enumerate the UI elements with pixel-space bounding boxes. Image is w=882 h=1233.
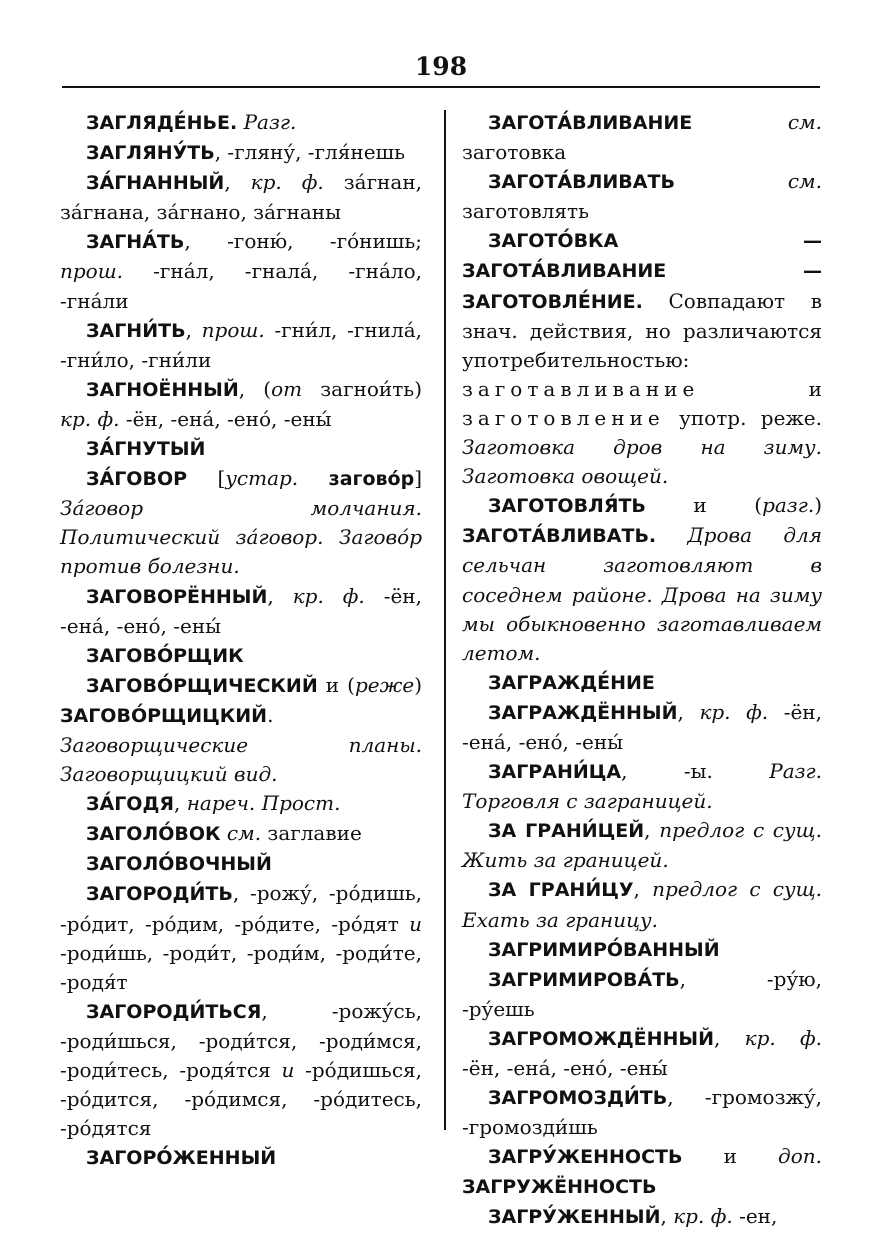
entry-text: заготовка [462,140,567,165]
entry-headword: ЗАГОРО́ЖЕННЫЙ [86,1147,277,1170]
entry-text: ] [414,466,422,491]
entry-italic: предлог с сущ. Ехать за границу. [462,877,822,932]
entry-text: -гна́л, -гнала́, -гна́ло, -гна́ли [60,259,422,313]
entry-text: , -ы. [621,759,770,784]
entry-headword: ЗАГОЛО́ВОЧНЫЙ [86,853,272,876]
entry-text: -гни́л, -гнила́, -гни́ло, -гни́ли [60,317,422,372]
entry-italic: и [281,1058,295,1082]
dictionary-entry [462,1083,822,1142]
entry-text: заготовлять [462,199,589,224]
entry-text [298,466,328,490]
dictionary-entry [462,965,822,1024]
dictionary-entry [60,375,422,434]
dictionary-entry [60,316,422,375]
entry-headword: ЗАГОТОВЛЯ́ТЬ [488,495,646,518]
entry-italic: Разг. Торговля с заграницей. [462,759,822,814]
entry-italic: см. [226,821,262,846]
entry-italic: кр. ф. [60,406,120,431]
page-number: 198 [414,52,468,81]
dictionary-entry [60,879,422,996]
entry-text: -ён, -ена́, -ено́, -ены́ [462,699,822,754]
header-rule [62,86,820,88]
entry-headword: ЗАГРАНИ́ЦА [488,761,622,784]
dictionary-entry [462,108,822,167]
entry-italic: и [409,911,422,936]
entry-text: и [699,376,822,401]
dictionary-entry [462,1202,822,1232]
dictionary-entry [60,671,422,789]
entry-text: -ён, -ена́, -ено́, -ены́ [462,1056,668,1080]
entry-text [692,110,788,134]
entry-text: , [660,1204,674,1229]
entry-headword: ЗАГЛЯДЕ́НЬЕ. [86,112,238,134]
entry-italic: реже [354,672,415,697]
entry-italic: кр. ф. [673,1204,733,1229]
entry-italic: прош. [201,317,265,342]
entry-italic: Дрова для сельчан заготовляют в соседнем районе. Дрова на зиму мы обыкновенно заготавливаем летом. [462,523,822,665]
dictionary-entry [60,227,422,315]
entry-text: , [224,170,251,195]
dictionary-entry [462,491,822,668]
entry-headword: ЗА ГРАНИ́ЦЕЙ [488,820,645,843]
entry-headword: ЗА́ГНУТЫЙ [86,438,206,461]
entry-text [675,169,788,193]
entry-headword: ЗА́ГОВОР [86,468,188,491]
entry-text: загнои́ть) [302,376,422,401]
entry-text: -ён, -ена́, -ено́, -ены́ [60,583,422,638]
column-divider [444,110,446,1130]
dictionary-entry [60,789,422,819]
entry-headword: ЗАГРОМОЗДИ́ТЬ [488,1087,668,1110]
entry-text: , [677,699,700,724]
dictionary-entry [462,698,822,757]
dictionary-entry [462,167,822,226]
dictionary-entry [462,1142,822,1202]
entry-text: ) [414,672,422,697]
entry-headword: ЗАГОТО́ВКА — ЗАГОТА́ВЛИВАНИЕ — ЗАГОТОВЛЕ́НИЕ. [462,230,822,313]
entry-text: ) [814,493,822,518]
entry-italic: прош. [60,259,124,284]
entry-headword: ЗА ГРАНИ́ЦУ [488,879,634,902]
entry-text: -ен, [732,1204,778,1229]
entry-headword: ЗАГНИ́ТЬ [86,319,186,342]
entry-text: . [267,702,274,727]
dictionary-entry [60,997,422,1143]
entry-italic: нареч. Прост. [186,791,341,816]
dictionary-entry [60,434,422,464]
entry-headword: ЗАГРУ́ЖЕННЫЙ [488,1206,661,1229]
entry-headword: ЗАГОРОДИ́ТЬ [86,883,233,906]
entry-headword: ЗАГОВО́РЩИЦКИЙ [60,704,268,727]
dictionary-entry [60,641,422,671]
entry-headword: ЗАГРУ́ЖЕННОСТЬ [488,1146,683,1169]
entry-headword: ЗАГОТА́ВЛИВАТЬ [488,171,675,194]
entry-text: -роди́шь, -роди́т, -роди́м, -роди́те, -родя́т [60,940,422,994]
entry-italic: Заговорщические планы. Заговорщицкий вид. [60,732,422,787]
dictionary-entry [462,935,822,965]
dictionary-entry [60,1143,422,1173]
entry-italic: кр. ф. [292,583,365,608]
entry-spaced: заготовление [462,405,665,430]
entry-italic: устар. [225,466,299,491]
dictionary-entry [60,819,422,849]
entry-italic: от [271,376,303,401]
entry-headword: ЗАГРАЖДЕ́НИЕ [488,671,655,694]
dictionary-entry [462,875,822,934]
entry-headword: ЗА́ГОДЯ [86,793,175,816]
entry-headword: ЗАГОВОРЁННЫЙ [86,585,268,608]
dictionary-entry [60,582,422,641]
dictionary-entry [462,226,822,491]
entry-italic: предлог с сущ. Жить за границей. [462,818,822,873]
entry-italic: Заготовка дров на зиму. Заготовка овощей. [462,435,822,489]
entry-italic: За́говор молчания. Политический за́говор. Загово́р против болезни. [60,496,422,579]
entry-text: и ( [645,493,763,518]
entry-italic: см. [787,110,822,134]
entry-text: -ён, -ена́, -ено́, -ены́ [119,406,332,431]
entry-text: , ( [238,376,272,401]
entry-text: , -гоню́, -го́нишь; [184,229,422,254]
entry-headword: ЗАГОЛО́ВОК [86,823,221,846]
dictionary-entry [60,168,422,227]
entry-headword: ЗАГРОМОЖДЁННЫЙ [488,1027,714,1050]
entry-headword: ЗАГОВО́РЩИЧЕСКИЙ [86,674,318,697]
entry-italic: см. [787,169,822,194]
entry-text: , [267,583,293,608]
dictionary-entry [462,757,822,816]
dictionary-entry [462,668,822,698]
entry-headword: ЗАГНА́ТЬ [86,231,185,254]
entry-headword: ЗАГОТА́ВЛИВАНИЕ [488,112,693,134]
entry-italic: Разг. [243,110,297,134]
right-column [462,108,822,1233]
entry-headword: ЗАГНОЁННЫЙ [86,378,239,401]
entry-headword: ЗАГОВО́РЩИК [86,644,244,667]
dictionary-entry [462,816,822,875]
entry-headword: ЗАГОРОДИ́ТЬСЯ [86,1000,262,1023]
entry-text: и ( [317,672,355,697]
entry-headword: ЗАГЛЯНУ́ТЬ [86,142,215,165]
entry-italic: кр. ф. [744,1025,822,1050]
entry-text: [ [187,466,226,491]
entry-italic: разг. [762,493,815,518]
dictionary-entry [462,1024,822,1083]
entry-text: , -рожу́сь, -роди́шься, -роди́тся, -роди́мся, -роди́тесь, -родя́тся [60,998,422,1082]
entry-text: и [682,1144,779,1169]
entry-text: употр. реже. [664,405,822,430]
entry-text: , [644,818,660,843]
entry-text: , -громозжу́, -громозди́шь [462,1085,822,1140]
entry-text: , [185,317,202,342]
dictionary-entry [60,849,422,879]
entry-text: , -рожу́, -ро́дишь, -ро́дит, -ро́дим, -ро́дите, -ро́дят [60,881,422,936]
entry-text: , -ру́ю, -ру́ешь [462,966,822,1021]
entry-text: , -гляну́, -гля́нешь [214,140,406,165]
entry-text: заглавие [261,821,362,846]
entry-headword: ЗАГРАЖДЁННЫЙ [488,701,678,724]
entry-italic: кр. ф. [250,170,324,195]
entry-headword: загово́р [328,468,415,491]
entry-spaced: заготавливание [462,376,700,401]
entry-text: , [174,791,187,816]
entry-text: за́гнан, за́гнана, за́гнано, за́гнаны [60,170,422,225]
entry-text [656,523,687,547]
entry-text: , [633,877,653,902]
entry-text: -ро́дишься, -ро́дится, -ро́димся, -ро́дитесь, -ро́дятся [60,1058,422,1141]
entry-headword: ЗАГОТА́ВЛИВАТЬ. [462,525,657,548]
entry-headword: ЗАГРИМИРО́ВАННЫЙ [488,938,720,961]
entry-headword: ЗА́ГНАННЫЙ [86,172,225,195]
entry-italic: кр. ф. [699,699,769,724]
dictionary-entry [60,108,422,138]
entry-text: Совпадают в знач. действия, но различаются употребительностью: [462,288,822,372]
entry-italic: доп. [778,1144,822,1169]
entry-headword: ЗАГРУЖЁННОСТЬ [462,1176,657,1199]
entry-text: , [714,1025,745,1050]
dictionary-entry [60,464,422,581]
dictionary-entry [60,138,422,168]
entry-headword: ЗАГРИМИРОВА́ТЬ [488,968,680,991]
left-column [60,108,422,1173]
